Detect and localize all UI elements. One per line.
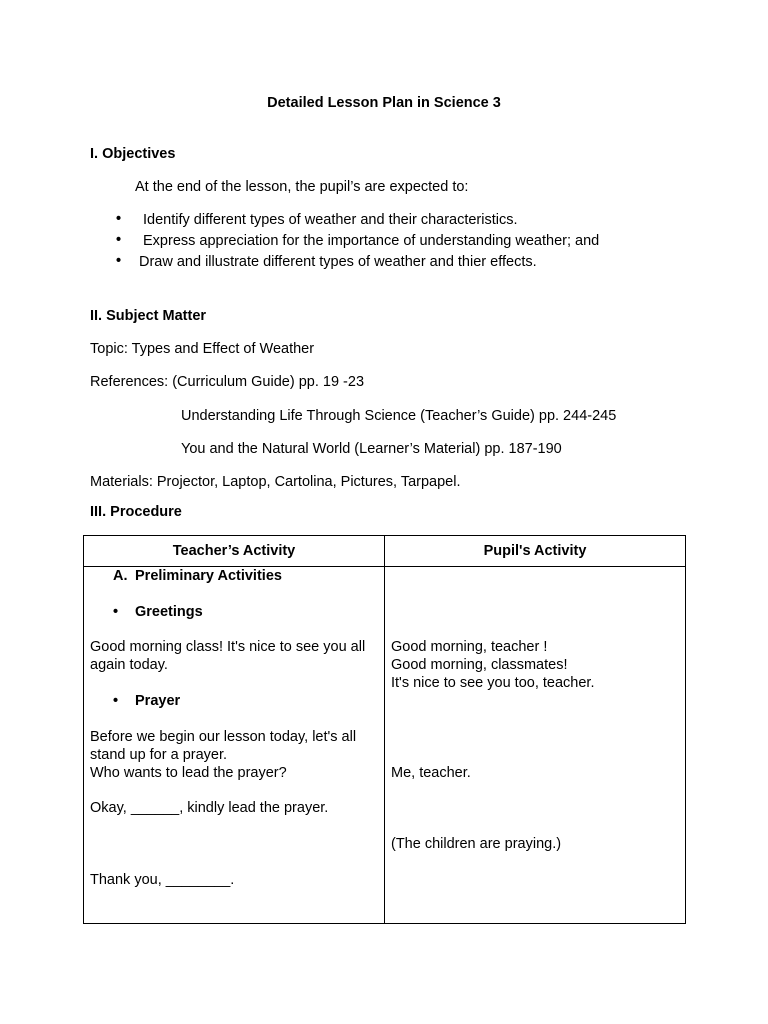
reference-teachers-guide: Understanding Life Through Science (Teacher’s Guide) pp. 244-245 [181,408,617,424]
prayer-pupil-line-1: Me, teacher. [391,765,471,781]
table-header-row [84,536,686,567]
subject-matter-heading: II. Subject Matter [90,308,207,324]
prelim-marker: A. [113,568,128,584]
prayer-teacher-line-2: stand up for a prayer. [90,747,228,763]
objective-item-3: Draw and illustrate different types of weather and thier effects. [139,254,537,270]
prayer-teacher-line-3: Who wants to lead the prayer? [90,765,287,781]
thank-you-line: Thank you, ________. [90,872,235,888]
bullet-icon: • [113,604,119,620]
greetings-heading: Greetings [135,604,203,620]
teacher-activity-cell [84,567,385,924]
prayer-teacher-line-4: Okay, ______, kindly lead the prayer. [90,800,329,816]
objective-item-1: Identify different types of weather and their characteristics. [143,212,518,228]
greeting-teacher-line-2: again today. [90,657,168,673]
greeting-teacher-line-1: Good morning class! It's nice to see you all [90,639,366,655]
pupil-activity-header: Pupil's Activity [385,536,686,567]
topic-line: Topic: Types and Effect of Weather [90,341,315,357]
prayer-teacher-line-1: Before we begin our lesson today, let's all [90,729,357,745]
greeting-pupil-line-3: It's nice to see you too, teacher. [391,675,595,691]
prayer-pupil-line-2: (The children are praying.) [391,836,562,852]
bullet-icon: • [116,211,122,227]
preliminary-activities-heading: Preliminary Activities [135,568,282,584]
objectives-intro: At the end of the lesson, the pupil’s are expected to: [135,179,469,195]
table-row [84,567,686,924]
procedure-table [83,535,686,924]
objectives-heading: I. Objectives [90,146,176,162]
references-line: References: (Curriculum Guide) pp. 19 -23 [90,374,365,390]
bullet-icon: • [113,693,119,709]
bullet-icon: • [116,232,122,248]
reference-learners-material: You and the Natural World (Learner’s Material) pp. 187-190 [181,441,562,457]
document-title: Detailed Lesson Plan in Science 3 [267,95,501,111]
greeting-pupil-line-1: Good morning, teacher ! [391,639,548,655]
greeting-pupil-line-2: Good morning, classmates! [391,657,568,673]
procedure-heading: III. Procedure [90,504,182,520]
pupil-activity-cell [385,567,686,924]
prayer-heading: Prayer [135,693,181,709]
materials-line: Materials: Projector, Laptop, Cartolina, Pictures, Tarpapel. [90,474,461,490]
bullet-icon: • [116,253,122,269]
teacher-activity-header: Teacher’s Activity [84,536,385,567]
objective-item-2: Express appreciation for the importance of understanding weather; and [143,233,600,249]
